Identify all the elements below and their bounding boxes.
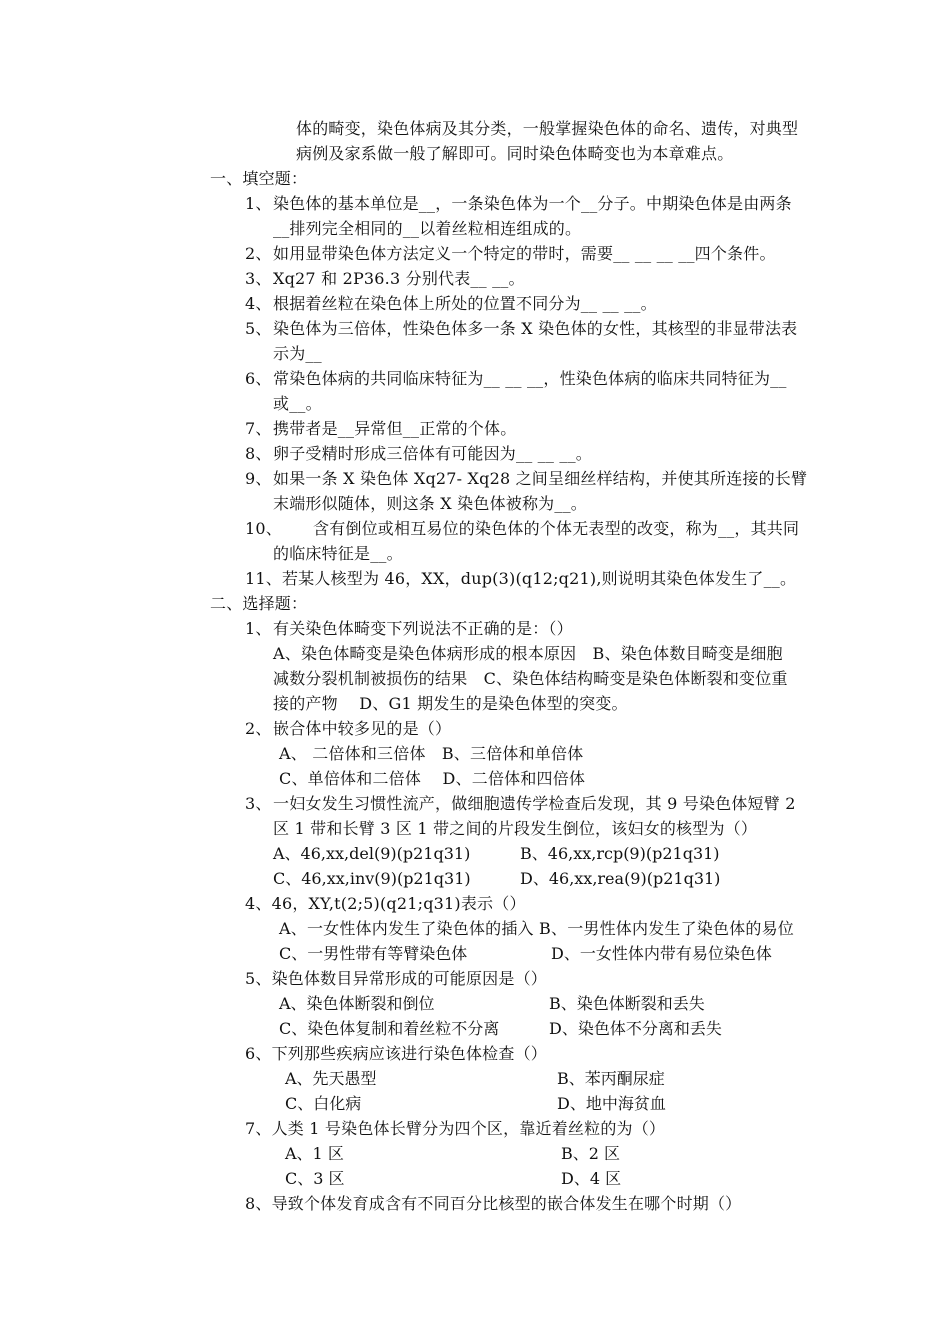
question-text: 的临床特征是__。 — [273, 544, 403, 563]
question-stem: 区 1 带和长臂 3 区 1 带之间的片段发生倒位，该妇女的核型为（） — [273, 819, 758, 838]
choice-a: A、染色体断裂和倒位 — [279, 994, 435, 1013]
question-number: 1、 — [245, 194, 272, 213]
choice-b: B、苯丙酮尿症 — [557, 1069, 665, 1088]
choice-c: C、46,xx,inv(9)(p21q31) — [273, 869, 471, 888]
question-number: 8、 — [245, 444, 272, 463]
question-number: 9、 — [245, 469, 272, 488]
question-text: Xq27 和 2P36.3 分别代表__ __。 — [273, 269, 525, 288]
question-stem: 嵌合体中较多见的是（） — [273, 719, 452, 738]
choice-text: A、 二倍体和三倍体 B、三倍体和单倍体 — [279, 744, 584, 763]
question-text: 如果一条 X 染色体 Xq27- Xq28 之间呈细丝样结构，并使其所连接的长臂 — [273, 469, 808, 488]
choice-c: C、白化病 — [285, 1094, 362, 1113]
choice-b: B、46,xx,rcp(9)(p21q31) — [520, 844, 720, 863]
choice-d: D、4 区 — [561, 1169, 622, 1188]
question-number: 6、 — [245, 369, 272, 388]
question-stem: 4、46，XY,t(2;5)(q21;q31)表示（） — [245, 894, 526, 913]
question-stem: 一妇女发生习惯性流产，做细胞遗传学检查后发现，其 9 号染色体短臂 2 — [273, 794, 796, 813]
choice-d: D、地中海贫血 — [557, 1094, 666, 1113]
question-text: 11、若某人核型为 46，XX，dup(3)(q12;q21),则说明其染色体发生了__。 — [245, 569, 797, 588]
choice-text: 减数分裂机制被损伤的结果 C、染色体结构畸变是染色体断裂和变位重 — [273, 669, 788, 688]
question-stem: 5、染色体数目异常形成的可能原因是（） — [245, 969, 547, 988]
intro-line: 体的畸变，染色体病及其分类，一般掌握染色体的命名、遗传，对典型 — [296, 119, 799, 138]
intro-line: 病例及家系做一般了解即可。同时染色体畸变也为本章难点。 — [296, 144, 734, 163]
choice-a: A、1 区 — [285, 1144, 344, 1163]
question-number: 2、 — [245, 719, 272, 738]
question-text: 携带者是__异常但__正常的个体。 — [273, 419, 517, 438]
choice-c: C、3 区 — [285, 1169, 345, 1188]
choice-b: B、2 区 — [561, 1144, 621, 1163]
question-number: 7、 — [245, 419, 272, 438]
question-text: 示为__ — [273, 344, 322, 363]
choice-b: B、染色体断裂和丢失 — [549, 994, 705, 1013]
choice-d: D、一女性体内带有易位染色体 — [551, 944, 772, 963]
choice-c: C、染色体复制和着丝粒不分离 — [279, 1019, 500, 1038]
choice-text: A、一女性体内发生了染色体的插入 B、一男性体内发生了染色体的易位 — [279, 919, 794, 938]
question-text: 根据着丝粒在染色体上所处的位置不同分为__ __ __。 — [273, 294, 657, 313]
question-text: __排列完全相同的__以着丝粒相连组成的。 — [273, 219, 582, 238]
question-number: 4、 — [245, 294, 272, 313]
question-stem: 有关染色体畸变下列说法不正确的是：（） — [273, 619, 573, 638]
choice-text: C、单倍体和二倍体 D、二倍体和四倍体 — [279, 769, 586, 788]
choice-text: 接的产物 D、G1 期发生的是染色体型的突变。 — [273, 694, 628, 713]
question-number: 5、 — [245, 319, 272, 338]
question-text: 染色体的基本单位是__，一条染色体为一个__分子。中期染色体是由两条 — [273, 194, 792, 213]
question-text: 常染色体病的共同临床特征为__ __ __，性染色体病的临床共同特征为__ — [273, 369, 787, 388]
choice-text: A、染色体畸变是染色体病形成的根本原因 B、染色体数目畸变是细胞 — [273, 644, 783, 663]
question-number: 2、 — [245, 244, 272, 263]
question-text: 含有倒位或相互易位的染色体的个体无表型的改变，称为__，其共同 — [313, 519, 800, 538]
question-number: 10、 — [245, 519, 282, 538]
choice-d: D、46,xx,rea(9)(p21q31) — [520, 869, 721, 888]
question-stem: 7、人类 1 号染色体长臂分为四个区，靠近着丝粒的为（） — [245, 1119, 666, 1138]
question-number: 3、 — [245, 794, 272, 813]
choice-a: A、46,xx,del(9)(p21q31) — [273, 844, 471, 863]
question-stem: 6、下列那些疾病应该进行染色体检查（） — [245, 1044, 547, 1063]
question-stem: 8、导致个体发育成含有不同百分比核型的嵌合体发生在哪个时期（） — [245, 1194, 742, 1213]
section-heading-fill-blank: 一、填空题： — [210, 169, 308, 188]
question-text: 如用显带染色体方法定义一个特定的带时，需要__ __ __ __四个条件。 — [273, 244, 776, 263]
question-text: 卵子受精时形成三倍体有可能因为__ __ __。 — [273, 444, 592, 463]
question-text: 染色体为三倍体，性染色体多一条 X 染色体的女性，其核型的非显带法表 — [273, 319, 798, 338]
choice-c: C、一男性带有等臂染色体 — [279, 944, 468, 963]
question-text: 或__。 — [273, 394, 322, 413]
choice-d: D、染色体不分离和丢失 — [549, 1019, 722, 1038]
choice-a: A、先天愚型 — [285, 1069, 377, 1088]
question-text: 末端形似随体，则这条 X 染色体被称为__。 — [273, 494, 587, 513]
question-number: 3、 — [245, 269, 272, 288]
question-number: 1、 — [245, 619, 272, 638]
section-heading-multiple-choice: 二、选择题： — [210, 594, 308, 613]
